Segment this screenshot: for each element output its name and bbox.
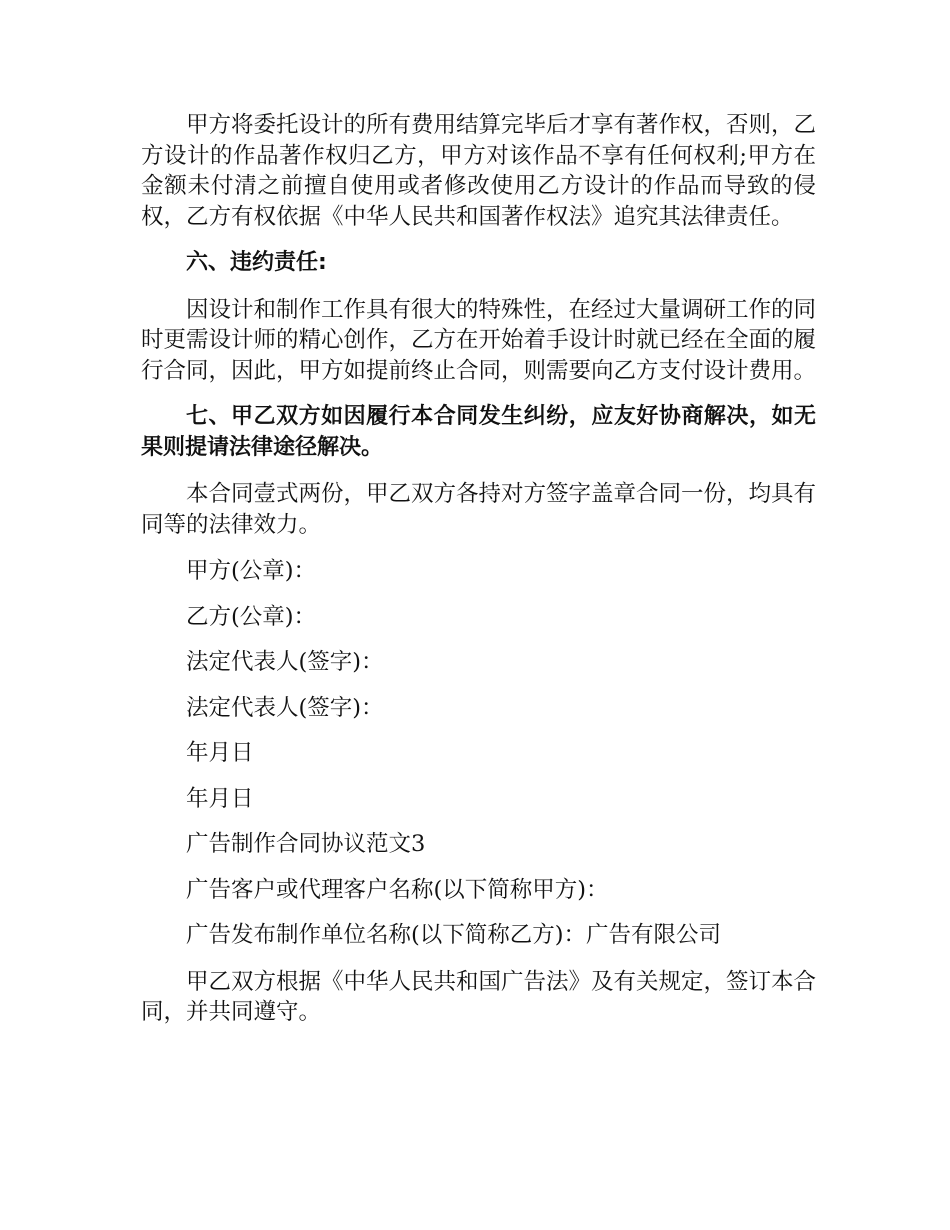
paragraph-breach-details: 因设计和制作工作具有很大的特殊性，在经过大量调研工作的同时更需设计师的精心创作，乙方在开始着手设计时就已经在全面的履行合同，因此，甲方如提前终止合同，则需要向乙方支付设计费用。 — [141, 296, 817, 384]
section-title: 广告制作合同协议范文3 — [186, 831, 426, 857]
paragraph-contract-copies: 本合同壹式两份，甲乙双方各持对方签字盖章合同一份，均具有同等的法律效力。 — [141, 481, 817, 538]
document-page — [141, 110, 816, 1028]
paragraph-agreement-basis: 甲乙双方根据《中华人民共和国广告法》及有关规定，签订本合同，并共同遵守。 — [141, 968, 817, 1025]
date-line: 年月日 — [186, 785, 254, 812]
heading-breach-liability: 六、违约责任: — [186, 250, 327, 275]
legal-rep-signature-line: 法定代表人(签字)： — [186, 694, 384, 721]
paragraph-copyright-terms: 甲方将委托设计的所有费用结算完毕后才享有著作权，否则，乙方设计的作品著作权归乙方，甲方对该作品不享有任何权利;甲方在金额未付清之前擅自使用或者修改使用乙方设计的作品而导致的侵权，乙方有权依据《中华人民共和国著作权法》追究其法律责任。 — [141, 112, 817, 230]
date-line: 年月日 — [186, 740, 254, 766]
heading-dispute-resolution: 七、甲乙双方如因履行本合同发生纠纷，应友好协商解决，如无果则提请法律途径解决。 — [141, 404, 816, 460]
publisher-name-line: 广告发布制作单位名称(以下简称乙方)：广告有限公司 — [186, 922, 722, 948]
legal-rep-signature-line: 法定代表人(签字)： — [186, 649, 384, 675]
party-b-seal-line: 乙方(公章)： — [186, 603, 317, 630]
party-a-seal-line: 甲方(公章)： — [186, 558, 317, 584]
client-name-line: 广告客户或代理客户名称(以下简称甲方)： — [186, 876, 609, 903]
